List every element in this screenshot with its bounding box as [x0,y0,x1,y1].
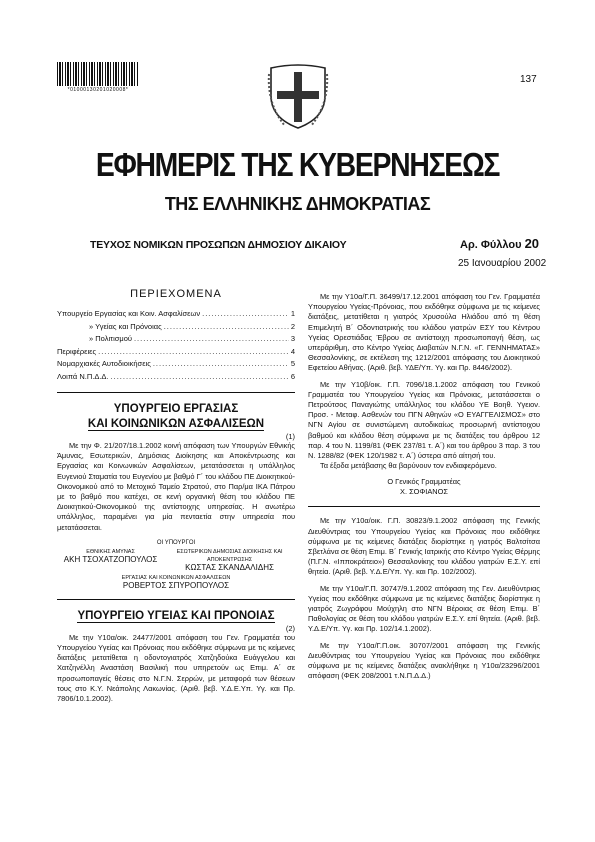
sheet-number-value: 20 [524,236,540,251]
issue-series: ΤΕΥΧΟΣ ΝΟΜΙΚΩΝ ΠΡΟΣΩΠΩΝ ΔΗΜΟΣΙΟΥ ΔΙΚΑΙΟΥ [90,239,347,251]
sheet-label: Αρ. Φύλλου [460,239,522,251]
toc-title: ΠΕΡΙΕΧΟΜΕΝΑ [130,288,222,300]
signer-name: Χ. ΣΟΦΙΑΝΟΣ [400,487,448,497]
signer-title: Ο Γενικός Γραμματέας [387,477,461,487]
section-heading: ΥΠΟΥΡΓΕΙΟ ΥΓΕΙΑΣ ΚΑΙ ΠΡΟΝΟΙΑΣ [77,609,275,622]
toc-item: Υπουργείο Εργασίας και Κοιν. Ασφαλίσεων ..... 1 [57,308,295,321]
decision-paragraph: Με την Υ10α/οικ. 24477/2001 απόφαση του Γεν. Γραμματέα του Υπουργείου Υγείας και Πρόνοιας που εκδόθηκε σύμφωνα με τις κείμενες διατάξεις μετατίθεται η οδοντογιατρός Χατζηδούκα Ευάγγελου και Χατζηνέλλη Αναστάση Βασιλική που υπηρετούν ως Επιμ. Α΄ σε προσωποπαγείς θέσεις στο Ν.Γ.Ν. Σερρών, με μεταφορά των θέσεων τους στο Κ.Υ. Νεάπολης Λακωνίας. (Αριθ. βεβ. Υ.Δ.Ε.Υπ. Υγ. και Πρ. 7806/10.1.2002). [57,632,295,704]
decision-paragraph: Με την Υ10α/Γ.Π.οικ. 30707/2001 απόφαση της Γενικής Διευθύντριας του Υπουργείου Υγείας και Πρόνοιας που εκδόθηκε σύμφωνα με τις κείμενες διατάξεις ανακλήθηκε η Υ10α/23296/2001 απόφαση (ΦΕΚ 208/2001 τ.Ν.Π.Δ.Δ.) [308,640,540,681]
signature-title: ΕΡΓΑΣΙΑΣ ΚΑΙ ΚΟΙΝΩΝΙΚΩΝ ΑΣΦΑΛΙΣΕΩΝ [121,574,231,581]
decision-paragraph: Με την Υ10α/Γ.Π. 36499/17.12.2001 απόφαση του Γεν. Γραμματέα Υπουργείου Υγείας-Πρόνοιας, που εκδόθηκε σύμφωνα με τις κείμενες διατάξεις, μετατίθεται η γιατρός Χρυσούλα Ηλιάδου από τη θέση Επιμελητή Β΄ Οδοντιατρικής του κλάδου γιατρών ΕΣΥ του Κέντρου Υγείας Ορεστιάδας Έβρου σε αντίστοιχη προσωποπαγή θέση, ως υπεράριθμη, στο Κέντρο Υγείας Διαβατών Ν.Γ.Ν. «Γ. ΓΕΝΝΗΜΑΤΑΣ» Θεσσαλονίκης, σε εκτέλεση της 1212/2001 απόφασης του Διοικητικού Εφετείου Αθήνας. (Αριθ. βεβ. ΥΔΕ/Υπ. Υγ. και Πρ. 8446/2002). [308,292,540,373]
right-column [308,292,540,682]
signatures-row: ΕΘΝΙΚΗΣ ΑΜΥΝΑΣ ΑΚΗ ΤΣΟΧΑΤΖΟΠΟΥΛΟΣ ΕΣΩΤΕΡΙΚΩΝ ΔΗΜΟΣΙΑΣ ΔΙΟΙΚΗΣΗΣ ΚΑΙ ΑΠΟΚΕΝΤΡΩΣΗΣ ΚΩΣΤΑΣ ΣΚΑΝΔΑΛΙΔΗΣ [63,548,283,572]
sheet-number [460,236,539,251]
decision-paragraph: Με την Φ. 21/207/18.1.2002 κοινή απόφαση των Υπουργών Εθνικής Άμυνας, Εσωτερικών, Δημόσιας Διοίκησης και Αποκέντρωσης και Εργασίας και Κοινωνικών Ασφαλίσεων, μετατάσσεται η υπάλληλος Ευγενιού Σταματία του Ευγενίου με βαθμό Γ΄ του κλάδου ΠΕ Διοικητικού-Οικονομικού από το Μετοχικό Ταμείο Στρατού, στο Παρ/μα ΙΚΑ Πάτρου με το βαθμό που κατέχει, σε κενή οργανική θέση του κλάδου ΠΕ Διοικητικού-Οικονομικού της αντίστοιχης υπηρεσίας. Η ανωτέρω υπάλληλος, παραμένει για μία πενταετία στην υπηρεσία που μετατάσσεται. [57,441,295,532]
decision-number: (2) [285,623,295,633]
page-number: 137 [520,74,537,85]
gazette-title: ΕΦΗΜΕΡΙΣ ΤΗΣ ΚΥΒΕΡΝΗΣΕΩΣ [95,146,500,183]
barcode [57,62,139,86]
decision-paragraph: Με την Υ10α/Γ.Π. 30747/9.1.2002 απόφαση της Γεν. Διευθύντριας Υγείας που εκδόθηκε σύμφωνα με τις κείμενες διατάξεις διορίστηκε η γιατρός Ζωγράφου Μούχηλη στο ΝΓΝ Βέροιας σε θέση Επιμ. Β΄ Παθολογίας σε θέση του κλάδου γιατρών Ε.Σ.Υ. επί θητεία. (Αριθ. βεβ. Υ.Δ.Ε/Υπ. Υγ. και Πρ. 102/14.1.2002). [308,583,540,634]
divider [308,506,540,507]
toc-item: Περιφέρειες ..... 4 [57,346,295,359]
left-column [57,288,295,704]
section-heading: ΥΠΟΥΡΓΕΙΟ ΕΡΓΑΣΙΑΣ ΚΑΙ ΚΟΙΝΩΝΙΚΩΝ ΑΣΦΑΛΙΣΕΩΝ [87,403,265,430]
toc-item: » Πολιτισμού ..... 3 [57,333,295,346]
toc-item: » Υγείας και Πρόνοιας ..... 2 [57,321,295,334]
divider [57,599,295,600]
signatories-label: ΟΙ ΥΠΟΥΡΓΟΙ [156,539,196,546]
toc-item: Λοιπά Ν.Π.Δ.Δ. ..... 6 [57,371,295,384]
greek-coat-of-arms-icon [267,60,329,132]
gazette-subtitle: ΤΗΣ ΕΛΛΗΝΙΚΗΣ ΔΗΜΟΚΡΑΤΙΑΣ [164,194,431,214]
decision-paragraph: Τα έξοδα μετάβασης θα βαρύνουν τον ενδιαφερόμενο. [320,461,497,471]
divider [57,392,295,393]
decision-number: (1) [285,432,295,441]
decision-paragraph: Με την Υ10β/οικ. Γ.Π. 7096/18.1.2002 απόφαση του Γενικού Γραμματέα του Υπουργείου Υγείας και Πρόνοιας, μετατάσσεται ο Πετρούτσος Παναγιώτης υπάλληλος του κλάδου ΥΕ Βοηθ. Υγειον. Προσ. - Μεταφ. Ασθενών του ΠΓΝ Αθηνών «Ο ΕΥΑΓΓΕΛΙΣΜΟΣ» στο ΝΓΝ Αγίου σε συνιστώμενη αυτοδικαίως προσωρινή αντίστοιχου βαθμού και κλάδου θέση σύμφωνα με τις διατάξεις του άρθρου 12 παρ. 4 του Ν. 1199/81 (ΦΕΚ 237/81 τ. Α΄) και του άρθρου 3 παρ. 3 του Ν. 1288/82 (ΦΕΚ 120/1982 τ. Α΄) ύστερα από αίτησή του. [308,379,540,461]
decision-paragraph: Με την Υ10α/οικ. Γ.Π. 30823/9.1.2002 απόφαση της Γενικής Διευθύντριας του Υπουργείου Υγείας και Πρόνοιας που εκδόθηκε σύμφωνα με τις κείμενες διατάξεις διορίστηκε η γιατρός Βαλτσίτσα Σβετλάνα σε θέση Επιμ. Β΄ Γενικής Ιατρικής στο Κέντρο Υγείας Θέρμης (Π.Γ.Ν. «Ιπποκράτειο») Θεσσαλονίκης του κλάδου γιατρών Ε.Σ.Υ. επί θητεία. (Αριθ. βεβ. Υ.Δ.Ε/Υπ. Υγ. και Πρ. 102/2002). [308,516,540,577]
signature-name: ΡΟΒΕΡΤΟΣ ΣΠΥΡΟΠΟΥΛΟΣ [122,580,230,590]
barcode-number: *01000130201020008* [67,87,129,93]
issue-date: 25 Ιανουαρίου 2002 [458,258,547,269]
toc-item: Νομαρχιακές Αυτοδιοικήσεις ..... 5 [57,358,295,371]
